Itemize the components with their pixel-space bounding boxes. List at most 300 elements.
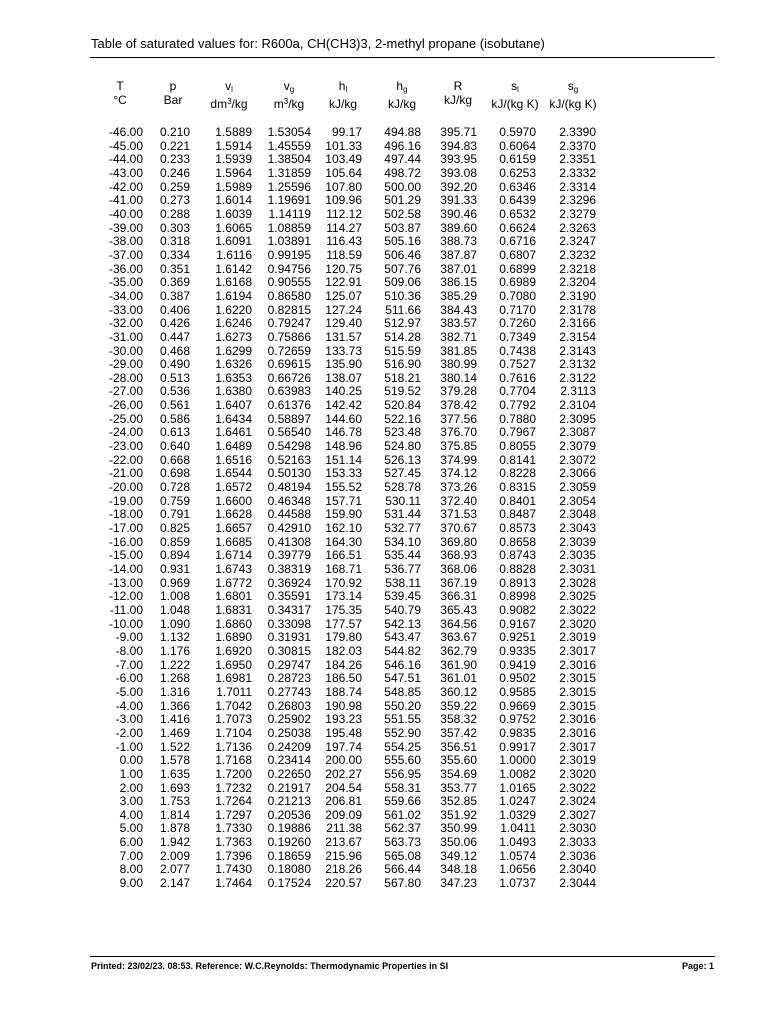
table-cell: 0.86580 xyxy=(267,288,311,303)
table-cell: 376.70 xyxy=(440,425,477,440)
table-cell: 9.00 xyxy=(119,876,143,891)
table-cell: 527.45 xyxy=(384,466,421,481)
table-cell: 2.3048 xyxy=(559,507,596,522)
table-cell: 0.19886 xyxy=(267,821,311,836)
table-cell: 0.447 xyxy=(159,329,190,344)
table-cell: 1.5989 xyxy=(215,179,252,194)
table-cell: 220.57 xyxy=(325,876,362,891)
table-cell: -12.00 xyxy=(108,589,143,604)
table-cell: 101.33 xyxy=(325,138,362,153)
table-cell: 0.23414 xyxy=(267,753,311,768)
table-cell: 374.12 xyxy=(440,466,477,481)
table-cell: 2.3204 xyxy=(559,275,596,290)
table-cell: 2.3022 xyxy=(559,780,596,795)
table-cell: 368.06 xyxy=(440,562,477,576)
table-cell: 1.0247 xyxy=(499,794,536,809)
table-row xyxy=(0,822,768,836)
table-cell: 0.318 xyxy=(159,234,190,249)
table-row xyxy=(0,358,768,372)
table-cell: 140.25 xyxy=(325,384,362,399)
table-cell: 2.3059 xyxy=(559,480,596,495)
table-cell: 2.3079 xyxy=(559,439,596,454)
table-cell: 1.6246 xyxy=(215,316,252,331)
table-row xyxy=(0,782,768,796)
table-cell: 2.3104 xyxy=(559,398,596,413)
column-symbol: p xyxy=(169,79,177,93)
table-cell: -46.00 xyxy=(108,125,143,139)
table-cell: 213.67 xyxy=(325,835,362,850)
table-cell: 0.9082 xyxy=(499,602,536,617)
table-cell: 2.3015 xyxy=(559,698,596,713)
table-cell: 6.00 xyxy=(119,835,143,850)
table-row xyxy=(0,536,768,550)
table-cell: -2.00 xyxy=(115,725,143,740)
table-cell: 0.33098 xyxy=(267,616,311,631)
column-header xyxy=(427,79,489,107)
table-cell: 0.613 xyxy=(159,425,190,440)
table-cell: 3.00 xyxy=(119,794,143,809)
table-cell: 188.74 xyxy=(325,684,362,699)
table-cell: 361.90 xyxy=(440,657,477,672)
table-cell: 0.640 xyxy=(159,439,190,454)
table-cell: 0.7260 xyxy=(499,316,536,331)
table-cell: 0.490 xyxy=(159,357,190,372)
table-cell: 0.21213 xyxy=(267,794,311,809)
table-cell: 2.3028 xyxy=(559,575,596,590)
table-cell: 1.7136 xyxy=(215,739,252,754)
table-cell: 0.82815 xyxy=(267,302,311,317)
table-cell: 2.3370 xyxy=(559,138,596,153)
table-cell: 2.3027 xyxy=(559,807,596,822)
table-cell: 184.26 xyxy=(325,657,362,672)
table-cell: 0.6624 xyxy=(499,220,536,235)
table-cell: 0.9835 xyxy=(499,725,536,740)
table-cell: -36.00 xyxy=(108,261,143,276)
table-cell: 2.3020 xyxy=(559,766,596,781)
table-cell: 2.3113 xyxy=(560,384,596,399)
table-cell: 8.00 xyxy=(119,862,143,877)
table-cell: 197.74 xyxy=(325,739,362,754)
table-cell: 566.44 xyxy=(384,862,421,877)
table-cell: 1.6014 xyxy=(215,193,252,208)
table-cell: 395.71 xyxy=(440,125,477,139)
table-cell: 392.20 xyxy=(440,179,477,194)
table-cell: 1.008 xyxy=(159,589,190,604)
table-cell: -17.00 xyxy=(108,521,143,536)
column-header xyxy=(312,79,374,111)
table-cell: 1.08859 xyxy=(267,220,311,235)
table-cell: 1.6657 xyxy=(215,521,252,536)
table-cell: 526.13 xyxy=(384,452,421,467)
table-cell: 2.077 xyxy=(159,862,190,877)
table-cell: 1.6489 xyxy=(215,439,252,454)
table-cell: 0.759 xyxy=(159,493,190,508)
table-cell: 494.88 xyxy=(384,125,421,139)
table-cell: 127.24 xyxy=(325,302,362,317)
table-row xyxy=(0,850,768,864)
table-cell: 0.6532 xyxy=(499,206,536,221)
table-cell: 0.334 xyxy=(159,247,190,262)
table-cell: 0.9917 xyxy=(499,739,536,754)
table-cell: 522.16 xyxy=(384,411,421,426)
table-cell: 1.31859 xyxy=(267,165,311,180)
table-cell: 1.0737 xyxy=(499,876,536,891)
table-cell: -14.00 xyxy=(108,562,143,576)
table-cell: 0.6439 xyxy=(499,193,536,208)
table-cell: -21.00 xyxy=(108,466,143,481)
table-cell: 99.17 xyxy=(331,125,362,139)
table-cell: -1.00 xyxy=(115,739,143,754)
table-cell: 2.3122 xyxy=(559,370,596,385)
table-cell: 352.85 xyxy=(440,794,477,809)
table-cell: 125.07 xyxy=(325,288,362,303)
column-unit: kJ/(kg K) xyxy=(549,97,597,111)
table-cell: 0.273 xyxy=(159,193,190,208)
table-cell: 1.6950 xyxy=(215,657,252,672)
table-cell: 0.7616 xyxy=(499,370,536,385)
table-cell: 1.0656 xyxy=(499,862,536,877)
table-cell: 382.71 xyxy=(440,329,477,344)
table-cell: 195.48 xyxy=(325,725,362,740)
table-cell: 118.59 xyxy=(326,247,362,262)
table-cell: 362.79 xyxy=(440,643,477,658)
table-cell: 2.3016 xyxy=(559,725,596,740)
table-cell: -24.00 xyxy=(108,425,143,440)
table-row xyxy=(0,863,768,877)
table-cell: 558.31 xyxy=(384,780,421,795)
table-cell: 142.42 xyxy=(325,398,362,413)
table-cell: 2.3024 xyxy=(559,794,596,809)
table-row xyxy=(0,331,768,345)
table-cell: 1.7363 xyxy=(215,835,252,850)
table-cell: 516.90 xyxy=(384,357,421,372)
table-cell: -18.00 xyxy=(108,507,143,522)
table-cell: 133.73 xyxy=(325,343,362,358)
table-row xyxy=(0,508,768,522)
table-cell: 372.40 xyxy=(440,493,477,508)
table-cell: -11.00 xyxy=(109,602,143,617)
table-cell: 1.176 xyxy=(159,643,190,658)
table-cell: 2.3017 xyxy=(559,739,596,754)
page-number: Page: 1 xyxy=(681,961,714,971)
table-cell: 2.3296 xyxy=(559,193,596,208)
table-cell: 509.06 xyxy=(384,275,421,290)
column-symbol: $s_g$ xyxy=(567,79,579,94)
column-unit: °C xyxy=(113,93,127,107)
table-cell: 0.351 xyxy=(159,261,190,276)
table-cell: 0.5970 xyxy=(499,125,536,139)
table-cell: 1.7464 xyxy=(215,876,252,891)
table-cell: 7.00 xyxy=(119,848,143,863)
table-cell: 1.6544 xyxy=(215,466,252,481)
table-row xyxy=(0,590,768,604)
column-header xyxy=(258,79,320,111)
table-row xyxy=(0,126,768,140)
table-cell: 1.578 xyxy=(159,753,190,768)
table-cell: 1.6299 xyxy=(215,343,252,358)
table-cell: 114.27 xyxy=(326,220,362,235)
table-cell: 1.6860 xyxy=(215,616,252,631)
table-row xyxy=(0,877,768,891)
table-cell: 556.95 xyxy=(384,766,421,781)
table-cell: -39.00 xyxy=(108,220,143,235)
table-cell: 144.60 xyxy=(325,411,362,426)
table-cell: 1.6890 xyxy=(215,630,252,645)
table-cell: 1.268 xyxy=(159,671,190,686)
table-cell: 0.7704 xyxy=(499,384,536,399)
table-cell: 0.69615 xyxy=(267,357,311,372)
table-cell: 2.3143 xyxy=(559,343,596,358)
table-cell: 0.7349 xyxy=(499,329,536,344)
table-cell: 373.26 xyxy=(440,480,477,495)
table-cell: 2.3279 xyxy=(559,206,596,221)
table-cell: 0.791 xyxy=(159,507,190,522)
table-cell: -30.00 xyxy=(108,343,143,358)
table-cell: 129.40 xyxy=(325,316,362,331)
table-cell: 561.02 xyxy=(384,807,421,822)
table-cell: -5.00 xyxy=(115,684,143,699)
table-cell: 200.00 xyxy=(325,753,362,768)
table-cell: 501.29 xyxy=(384,193,421,208)
table-row xyxy=(0,140,768,154)
table-cell: 0.221 xyxy=(159,138,190,153)
table-cell: 2.3132 xyxy=(559,357,596,372)
table-cell: 1.53054 xyxy=(267,125,311,139)
table-cell: 354.69 xyxy=(440,766,477,781)
table-cell: -43.00 xyxy=(108,165,143,180)
print-reference: Printed: 23/02/23. 08:53. Reference: W.C.Reynolds: Thermodynamic Properties in SI xyxy=(91,961,449,971)
table-cell: 2.3031 xyxy=(559,562,596,576)
table-cell: 1.814 xyxy=(159,807,190,822)
table-cell: -22.00 xyxy=(108,452,143,467)
table-cell: 193.23 xyxy=(325,712,362,727)
table-cell: 175.35 xyxy=(325,602,362,617)
table-cell: 519.52 xyxy=(384,384,421,399)
table-cell: 360.12 xyxy=(440,684,477,699)
table-cell: 500.00 xyxy=(384,179,421,194)
column-symbol: $h_l$ xyxy=(338,79,348,94)
table-cell: 359.22 xyxy=(440,698,477,713)
table-cell: 562.37 xyxy=(384,821,421,836)
table-cell: 567.80 xyxy=(384,876,421,891)
table-row xyxy=(0,741,768,755)
table-cell: 386.15 xyxy=(440,275,477,290)
table-cell: 0.7438 xyxy=(499,343,536,358)
table-cell: 168.71 xyxy=(325,562,362,576)
table-cell: 1.45559 xyxy=(267,138,311,153)
table-cell: 1.5964 xyxy=(215,165,252,180)
table-cell: -29.00 xyxy=(108,357,143,372)
table-cell: 0.39779 xyxy=(267,548,311,563)
table-cell: 503.87 xyxy=(384,220,421,235)
table-cell: 391.33 xyxy=(440,193,477,208)
table-cell: 0.668 xyxy=(159,452,190,467)
table-cell: 2.3351 xyxy=(559,152,596,167)
table-cell: 0.728 xyxy=(159,480,190,495)
top-divider xyxy=(90,57,715,58)
table-cell: 173.14 xyxy=(325,589,362,604)
table-cell: 209.09 xyxy=(325,807,362,822)
column-symbol: $v_l$ xyxy=(225,79,233,94)
table-cell: 1.6981 xyxy=(215,671,252,686)
table-cell: 374.99 xyxy=(440,452,477,467)
table-cell: 0.969 xyxy=(159,575,190,590)
table-cell: 0.406 xyxy=(159,302,190,317)
table-cell: 498.72 xyxy=(384,165,421,180)
table-cell: 550.20 xyxy=(384,698,421,713)
table-cell: 2.3314 xyxy=(559,179,596,194)
table-cell: 497.44 xyxy=(384,152,421,167)
table-row xyxy=(0,645,768,659)
table-cell: 0.18659 xyxy=(267,848,311,863)
table-cell: -13.00 xyxy=(108,575,143,590)
table-cell: 0.20536 xyxy=(267,807,311,822)
table-cell: 347.23 xyxy=(440,876,477,891)
table-cell: 380.14 xyxy=(440,370,477,385)
table-row xyxy=(0,467,768,481)
table-row xyxy=(0,181,768,195)
table-cell: 2.3039 xyxy=(559,534,596,549)
table-row xyxy=(0,208,768,222)
table-cell: 552.90 xyxy=(384,725,421,740)
table-row xyxy=(0,385,768,399)
table-cell: -41.00 xyxy=(108,193,143,208)
table-cell: 135.90 xyxy=(325,357,362,372)
table-cell: 0.31931 xyxy=(267,630,311,645)
table-cell: -27.00 xyxy=(108,384,143,399)
table-cell: 107.80 xyxy=(325,179,362,194)
column-symbol: R xyxy=(453,79,463,93)
column-header xyxy=(371,79,433,111)
table-cell: 0.7792 xyxy=(499,398,536,413)
table-row xyxy=(0,754,768,768)
table-cell: 0.210 xyxy=(159,125,190,139)
table-cell: 202.27 xyxy=(325,766,362,781)
table-cell: 1.7430 xyxy=(215,862,252,877)
table-cell: 387.87 xyxy=(440,247,477,262)
column-unit: kJ/kg xyxy=(443,93,472,107)
table-cell: 0.9669 xyxy=(499,698,536,713)
table-cell: 0.931 xyxy=(159,562,190,576)
table-cell: 1.6743 xyxy=(215,562,252,576)
table-cell: 1.6772 xyxy=(215,575,252,590)
table-cell: 1.7011 xyxy=(216,684,252,699)
table-cell: 368.93 xyxy=(440,548,477,563)
table-cell: 1.6461 xyxy=(215,425,252,440)
table-cell: 387.01 xyxy=(440,261,477,276)
table-cell: 0.6716 xyxy=(499,234,536,249)
column-unit: kJ/(kg K) xyxy=(491,97,539,111)
table-cell: 1.6116 xyxy=(216,247,252,262)
column-unit: $m^3/kg$ xyxy=(273,97,305,111)
table-cell: 381.85 xyxy=(440,343,477,358)
table-cell: 0.94756 xyxy=(267,261,311,276)
table-cell: 548.85 xyxy=(384,684,421,699)
table-cell: 536.77 xyxy=(384,562,421,576)
table-row xyxy=(0,563,768,577)
table-row xyxy=(0,549,768,563)
table-cell: 0.46348 xyxy=(267,493,311,508)
table-cell: -26.00 xyxy=(108,398,143,413)
table-cell: 0.8998 xyxy=(499,589,536,604)
table-cell: 0.79247 xyxy=(267,316,311,331)
table-row xyxy=(0,727,768,741)
table-cell: 0.894 xyxy=(159,548,190,563)
table-cell: 0.246 xyxy=(159,165,190,180)
column-symbol: T xyxy=(116,79,124,93)
table-cell: -3.00 xyxy=(115,712,143,727)
table-cell: 0.303 xyxy=(159,220,190,235)
table-cell: 0.8401 xyxy=(499,493,536,508)
table-cell: 1.03891 xyxy=(267,234,311,249)
table-cell: 0.19260 xyxy=(267,835,311,850)
table-cell: 507.76 xyxy=(384,261,421,276)
table-cell: 0.22650 xyxy=(267,766,311,781)
table-cell: -20.00 xyxy=(108,480,143,495)
table-cell: 547.51 xyxy=(384,671,421,686)
table-row xyxy=(0,795,768,809)
table-cell: 151.14 xyxy=(325,452,362,467)
table-cell: 1.14119 xyxy=(268,206,311,221)
table-cell: 384.43 xyxy=(440,302,477,317)
table-cell: 2.3390 xyxy=(559,125,596,139)
table-cell: 1.6714 xyxy=(215,548,252,563)
table-cell: 0.26803 xyxy=(267,698,311,713)
table-cell: 0.75866 xyxy=(267,329,311,344)
table-cell: 393.95 xyxy=(440,152,477,167)
table-cell: 0.8913 xyxy=(499,575,536,590)
table-cell: 2.3072 xyxy=(559,452,596,467)
table-row xyxy=(0,631,768,645)
table-cell: 390.46 xyxy=(440,206,477,221)
table-cell: 350.99 xyxy=(440,821,477,836)
table-cell: 1.0493 xyxy=(499,835,536,850)
column-header xyxy=(142,79,204,107)
table-cell: 1.7264 xyxy=(215,794,252,809)
table-cell: 2.009 xyxy=(159,848,190,863)
table-cell: -35.00 xyxy=(108,275,143,290)
column-header xyxy=(198,79,260,111)
table-cell: 565.08 xyxy=(384,848,421,863)
table-row xyxy=(0,317,768,331)
table-cell: 1.7396 xyxy=(215,848,252,863)
table-cell: 0.56540 xyxy=(267,425,311,440)
table-cell: 1.6831 xyxy=(215,602,252,617)
table-cell: 1.0082 xyxy=(499,766,536,781)
table-cell: 393.08 xyxy=(440,165,477,180)
table-cell: 505.16 xyxy=(384,234,421,249)
table-cell: 164.30 xyxy=(325,534,362,549)
table-cell: 363.67 xyxy=(440,630,477,645)
table-cell: 351.92 xyxy=(440,807,477,822)
table-cell: 0.259 xyxy=(159,179,190,194)
table-cell: 1.0329 xyxy=(499,807,536,822)
table-row xyxy=(0,481,768,495)
table-row xyxy=(0,276,768,290)
table-cell: -25.00 xyxy=(108,411,143,426)
table-cell: -34.00 xyxy=(108,288,143,303)
table-cell: 0.9251 xyxy=(499,630,536,645)
table-row xyxy=(0,604,768,618)
table-cell: 2.3044 xyxy=(559,876,596,891)
table-cell: 179.80 xyxy=(325,630,362,645)
table-cell: 365.43 xyxy=(440,602,477,617)
table-cell: 2.3015 xyxy=(559,671,596,686)
table-cell: 0.8487 xyxy=(499,507,536,522)
table-cell: 1.25596 xyxy=(267,179,311,194)
table-cell: 2.3247 xyxy=(559,234,596,249)
table-cell: 2.3035 xyxy=(559,548,596,563)
